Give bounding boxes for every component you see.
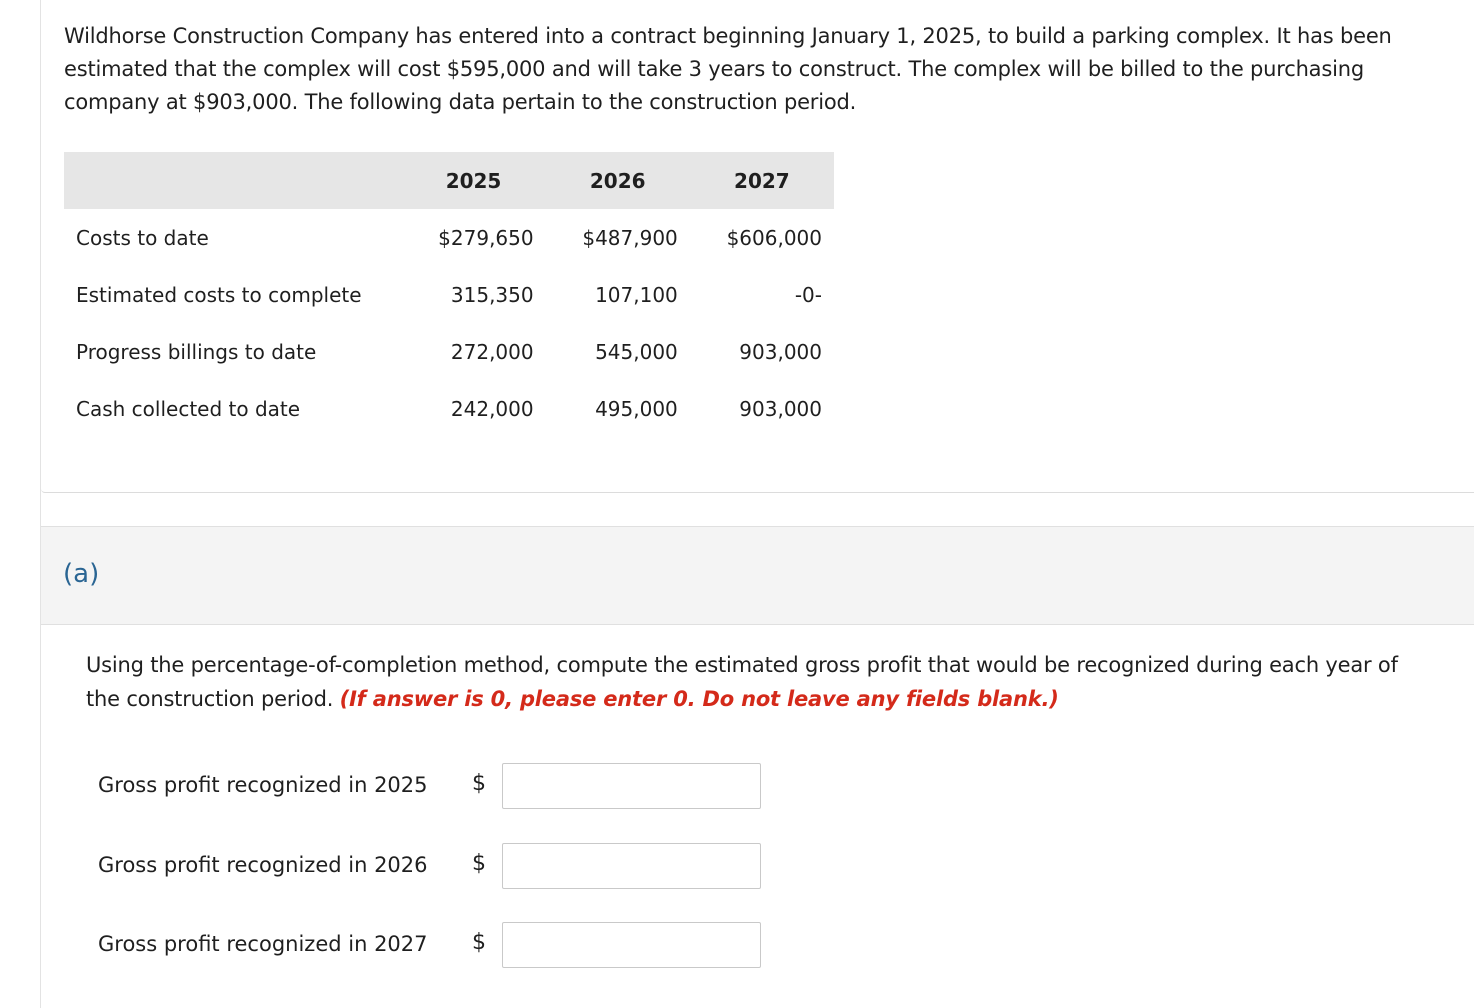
table-header-row	[64, 152, 834, 209]
problem-statement: Wildhorse Construction Company has entered into a contract beginning January 1, 2025, to build a parking complex. It has been estimated that the complex will cost $595,000 and will take 3 years to construct. The complex will be billed to the purchasing company at $903,000. The following data pertain to the construction period.	[64, 24, 1392, 114]
row-label: Costs to date	[76, 225, 209, 250]
gross-profit-2027-input[interactable]	[502, 922, 761, 968]
cell-value: $487,900	[582, 225, 678, 250]
cell-value: 107,100	[595, 282, 678, 307]
cell-value: 545,000	[595, 339, 678, 364]
answer-label: Gross profit recognized in 2027	[98, 932, 428, 956]
table-row-cash-collected	[64, 380, 834, 437]
instruction-note: (If answer is 0, please enter 0. Do not leave any fields blank.)	[339, 687, 1059, 711]
answer-row-2027	[98, 922, 778, 970]
part-label: (a)	[63, 559, 100, 589]
problem-card	[41, 0, 1474, 493]
part-a-instructions	[86, 648, 1426, 716]
gross-profit-2025-input[interactable]	[502, 763, 761, 809]
cell-value: 903,000	[739, 396, 822, 421]
cell-value: 495,000	[595, 396, 678, 421]
row-label: Progress billings to date	[76, 339, 317, 364]
cell-value: 242,000	[450, 396, 534, 421]
table-header-2025: 2025	[401, 152, 545, 209]
answer-label: Gross profit recognized in 2026	[98, 853, 428, 877]
answer-label: Gross profit recognized in 2025	[98, 773, 428, 797]
dollar-sign: $	[472, 930, 486, 955]
part-a-header	[41, 526, 1474, 625]
cell-value: -0-	[794, 282, 822, 307]
cell-value: 272,000	[450, 339, 534, 364]
instruction-text: Using the percentage-of-completion method, compute the estimated gross profit that would be recognized during each year of the construction period.	[86, 653, 1398, 711]
cell-value: $606,000	[726, 225, 822, 250]
cell-value: $279,650	[438, 225, 534, 250]
dollar-sign: $	[472, 851, 486, 876]
table-header-2026: 2026	[546, 152, 690, 209]
cell-value: 903,000	[739, 339, 822, 364]
row-label: Estimated costs to complete	[76, 282, 362, 307]
answer-row-2026	[98, 843, 778, 891]
row-label: Cash collected to date	[76, 396, 301, 421]
table-header-2027: 2027	[690, 152, 834, 209]
table-row-estimated-costs-to-complete	[64, 266, 834, 323]
gross-profit-2026-input[interactable]	[502, 843, 761, 889]
table-row-progress-billings	[64, 323, 834, 380]
dollar-sign: $	[472, 771, 486, 796]
construction-data-table	[64, 152, 834, 437]
answer-row-2025	[98, 763, 778, 811]
cell-value: 315,350	[450, 282, 534, 307]
table-row-costs-to-date	[64, 209, 834, 266]
table-header-blank	[64, 152, 401, 209]
